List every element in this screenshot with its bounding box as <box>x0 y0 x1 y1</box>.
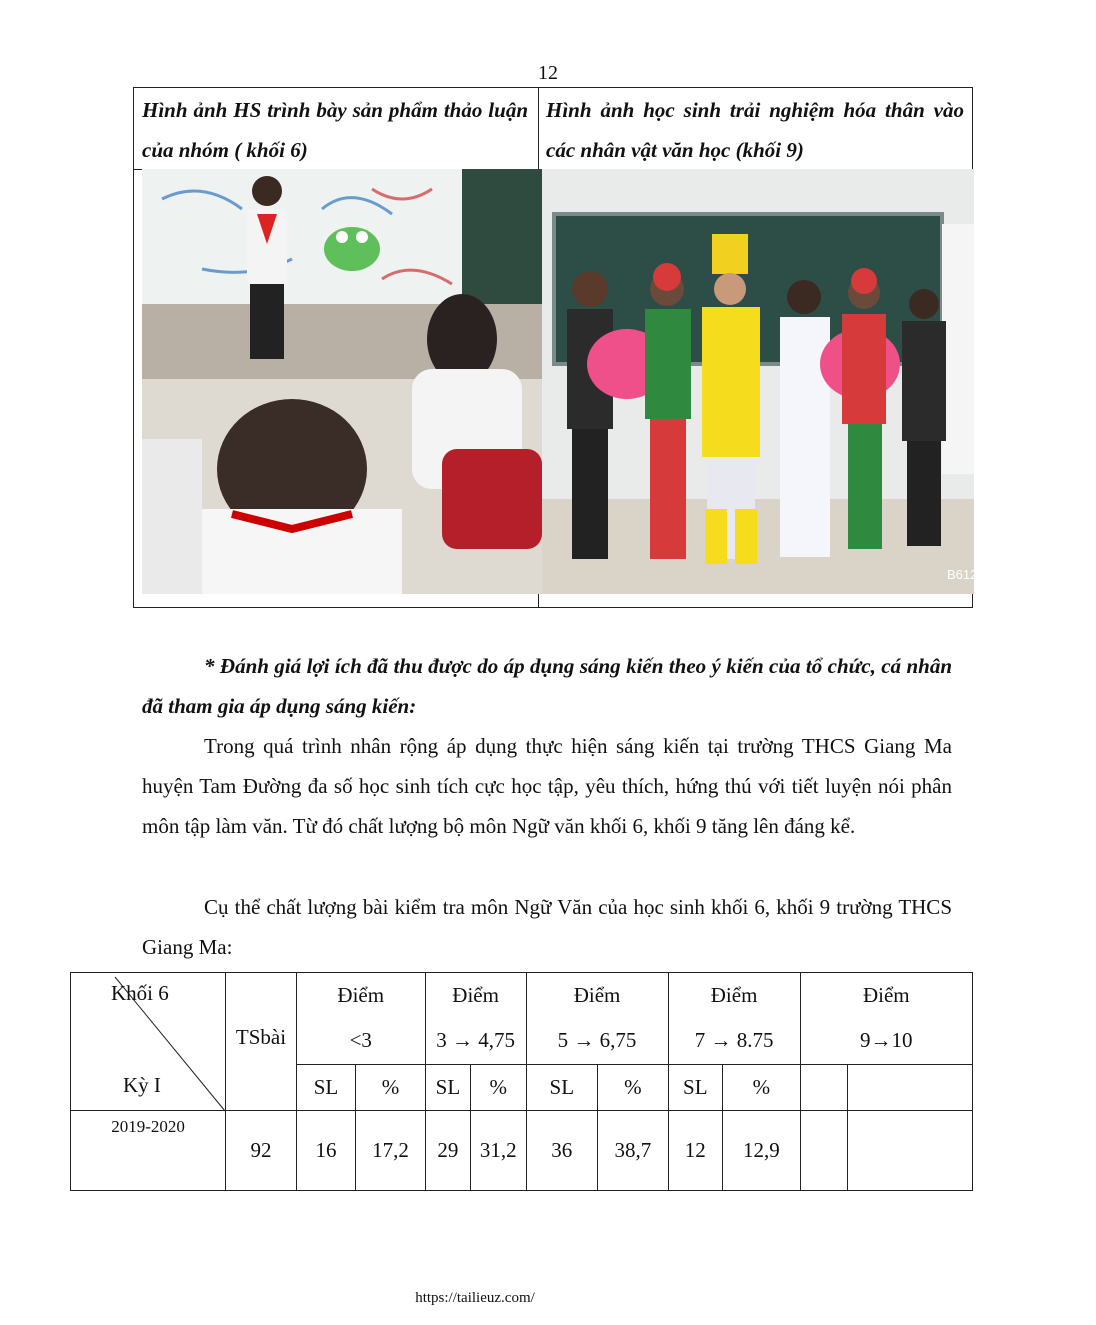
score-range: 3 → 4,75 <box>436 1028 515 1052</box>
data-cell: 29 <box>425 1111 470 1191</box>
data-cell <box>847 1111 972 1191</box>
left-photo-caption: Hình ảnh HS trình bày sản phẩm thảo luận của nhóm ( khối 6) <box>142 98 528 162</box>
score-range-header <box>800 973 972 1065</box>
data-cell: 12 <box>668 1111 722 1191</box>
sl-header: SL <box>296 1065 355 1111</box>
data-cell: 17,2 <box>356 1111 426 1191</box>
score-range-header <box>425 973 526 1065</box>
corner-bottom-label: Kỳ I <box>123 1073 161 1097</box>
sl-header: SL <box>425 1065 470 1111</box>
score-word: Điểm <box>337 983 385 1007</box>
data-cell <box>800 1111 847 1191</box>
data-cell: 31,2 <box>471 1111 526 1191</box>
footer-url[interactable]: https://tailieuz.com/ <box>415 1290 535 1306</box>
score-word: Điểm <box>573 983 621 1007</box>
sl-header: SL <box>526 1065 598 1111</box>
students-costume-photo <box>542 169 978 594</box>
pct-header: % <box>356 1065 426 1111</box>
score-range: 7 → 8.75 <box>694 1028 774 1052</box>
page-number: 12 <box>538 62 558 84</box>
empty-cell <box>800 1065 847 1111</box>
score-range: 5 → 6,75 <box>557 1028 637 1052</box>
score-range-header <box>526 973 668 1065</box>
total-header: TSbài <box>226 973 297 1111</box>
score-range: <3 <box>349 1028 372 1052</box>
data-cell: 16 <box>296 1111 355 1191</box>
corner-top-label: Khối 6 <box>111 981 169 1005</box>
score-word: Điểm <box>452 983 499 1007</box>
section-heading: * Đánh giá lợi ích đã thu được do áp dụng sáng kiến theo ý kiến của tổ chức, cá nhân đã tham gia áp dụng sáng kiến: <box>142 654 952 718</box>
score-range-header <box>668 973 800 1065</box>
right-photo-caption: Hình ảnh học sinh trải nghiệm hóa thân vào các nhân vật văn học (khối 9) <box>546 98 964 162</box>
score-word: Điểm <box>862 983 910 1007</box>
sl-header: SL <box>668 1065 722 1111</box>
score-range: 9→10 <box>860 1028 913 1052</box>
data-cell: 12,9 <box>723 1111 801 1191</box>
score-range-header <box>296 973 425 1065</box>
pct-header: % <box>471 1065 526 1111</box>
corner-header-cell <box>71 973 226 1111</box>
pct-header: % <box>598 1065 669 1111</box>
results-table <box>70 972 973 1191</box>
photo-watermark: B612 <box>947 567 978 582</box>
data-cell: 36 <box>526 1111 598 1191</box>
paragraph-1: Trong quá trình nhân rộng áp dụng thực hiện sáng kiến tại trường THCS Giang Ma huyện Tam Đường đa số học sinh tích cực học tập, yêu thích, hứng thú với tiết luyện nói phân môn tập làm văn. Từ đó chất lượng bộ môn Ngữ văn khối 6, khối 9 tăng lên đáng kể. <box>142 734 952 838</box>
total-cell: 92 <box>226 1111 297 1191</box>
score-word: Điểm <box>710 983 758 1007</box>
table-row <box>71 1111 973 1191</box>
paragraph-2: Cụ thể chất lượng bài kiểm tra môn Ngữ Văn của học sinh khối 6, khối 9 trường THCS Giang Ma: <box>142 895 952 959</box>
pct-header: % <box>723 1065 801 1111</box>
classroom-presentation-photo <box>142 169 542 594</box>
empty-cell <box>847 1065 972 1111</box>
year-cell: 2019-2020 <box>71 1111 226 1191</box>
data-cell: 38,7 <box>598 1111 669 1191</box>
